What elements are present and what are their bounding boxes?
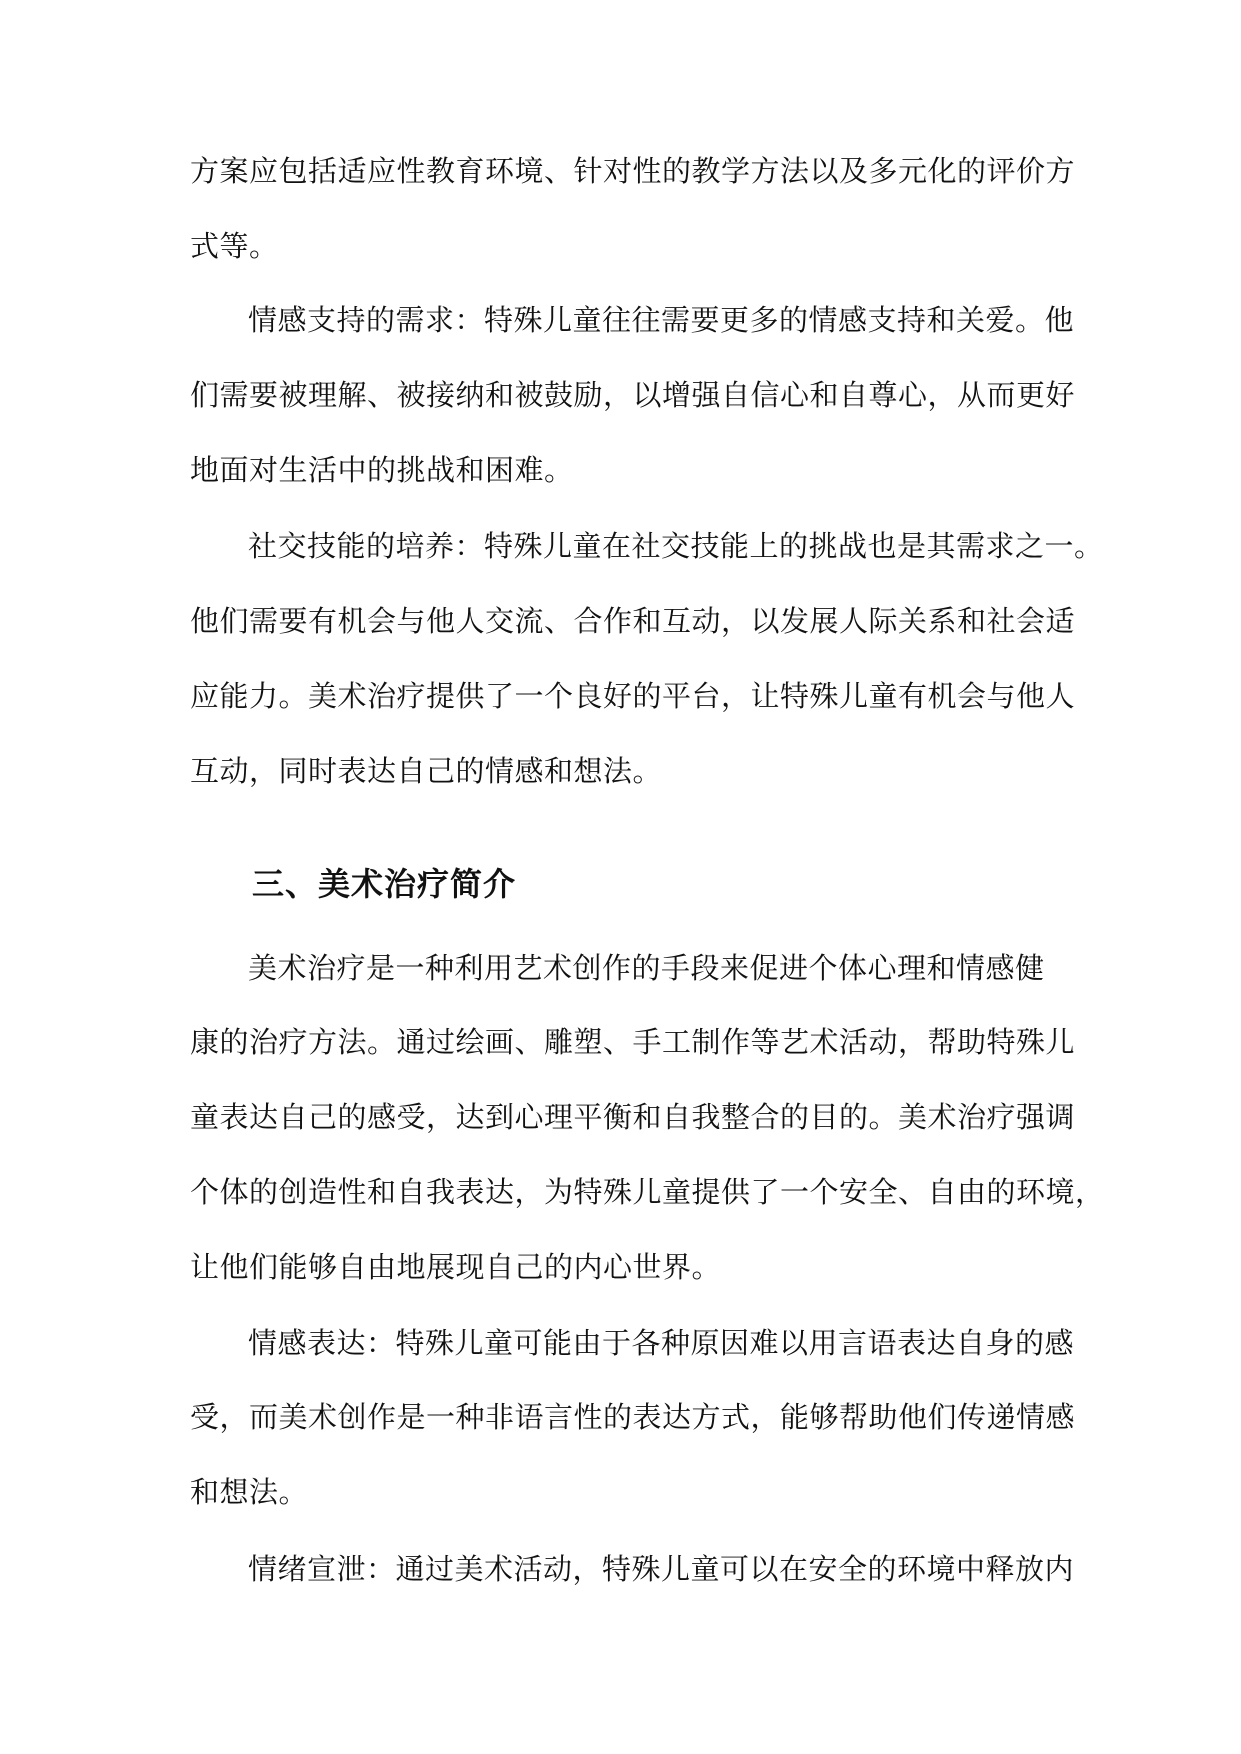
paragraph-line: 受，而美术创作是一种非语言性的表达方式，能够帮助他们传递情感 (190, 1400, 1076, 1434)
paragraph-line: 美术治疗是一种利用艺术创作的手段来促进个体心理和情感健 (248, 951, 1045, 985)
paragraph-line: 互动，同时表达自己的情感和想法。 (190, 754, 663, 788)
section-heading: 三、美术治疗简介 (252, 865, 517, 903)
paragraph-line: 情绪宣泄：通过美术活动，特殊儿童可以在安全的环境中释放内 (248, 1552, 1075, 1586)
paragraph-line: 和想法。 (190, 1475, 309, 1509)
paragraph-line: 们需要被理解、被接纳和被鼓励，以增强自信心和自尊心，从而更好 (190, 378, 1076, 412)
paragraph-line: 地面对生活中的挑战和困难。 (190, 453, 574, 487)
paragraph-line: 应能力。美术治疗提供了一个良好的平台，让特殊儿童有机会与他人 (190, 679, 1076, 713)
paragraph-line: 个体的创造性和自我表达，为特殊儿童提供了一个安全、自由的环境， (190, 1175, 1105, 1209)
paragraph-line: 社交技能的培养：特殊儿童在社交技能上的挑战也是其需求之一。 (248, 529, 1104, 563)
paragraph-line: 童表达自己的感受，达到心理平衡和自我整合的目的。美术治疗强调 (190, 1100, 1076, 1134)
paragraph-line: 他们需要有机会与他人交流、合作和互动，以发展人际关系和社会适 (190, 604, 1076, 638)
paragraph-line: 让他们能够自由地展现自己的内心世界。 (190, 1250, 722, 1284)
paragraph-line: 方案应包括适应性教育环境、针对性的教学方法以及多元化的评价方 (190, 154, 1076, 188)
paragraph-line: 情感支持的需求：特殊儿童往往需要更多的情感支持和关爱。他 (248, 303, 1075, 337)
paragraph-line: 康的治疗方法。通过绘画、雕塑、手工制作等艺术活动，帮助特殊儿 (190, 1025, 1076, 1059)
paragraph-line: 情感表达：特殊儿童可能由于各种原因难以用言语表达自身的感 (248, 1326, 1075, 1360)
paragraph-line: 式等。 (190, 229, 279, 263)
